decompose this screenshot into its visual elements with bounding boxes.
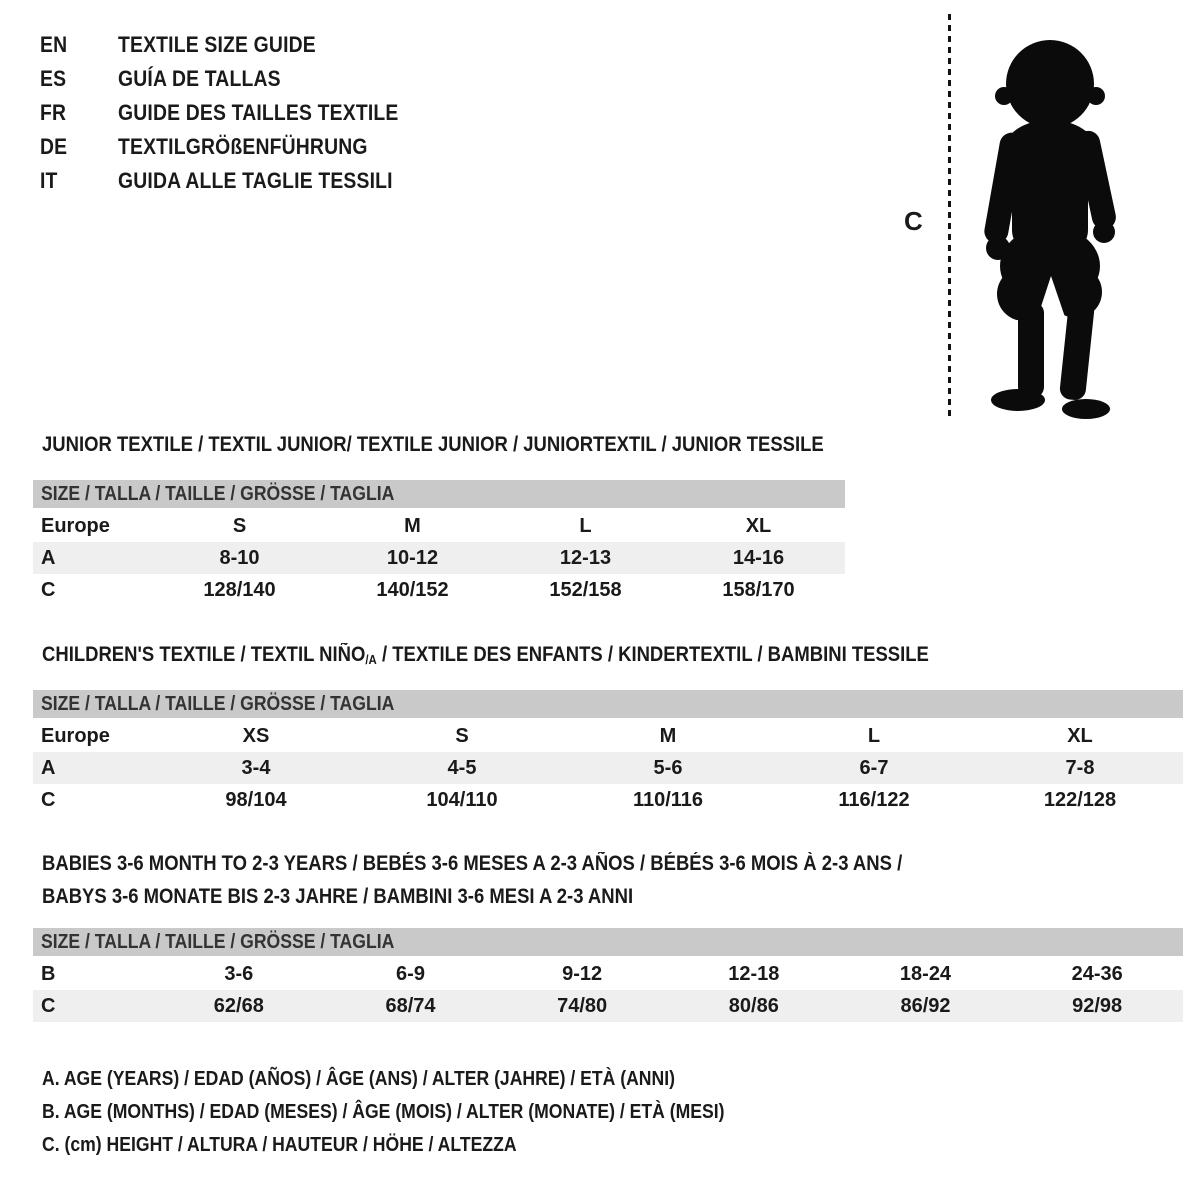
size-column-header: M — [404, 514, 421, 537]
row-label: B — [41, 962, 56, 985]
cell: 122/128 — [1043, 788, 1117, 811]
cell: 3-4 — [241, 756, 271, 779]
size-column-header: S — [455, 724, 469, 747]
heading-part: / TEXTILE DES ENFANTS / KINDERTEXTIL / BAMBINI TESSILE — [376, 643, 929, 666]
language-code-text: FR — [40, 100, 67, 125]
size-header-bar — [33, 928, 1183, 956]
cell: 62/68 — [213, 994, 264, 1017]
size-header-bar — [33, 690, 1183, 718]
cell: 110/116 — [632, 788, 704, 811]
language-row-fr — [40, 96, 437, 130]
size-column-header: L — [867, 724, 881, 747]
size-column-header: XL — [1067, 724, 1093, 747]
size-header-bar — [33, 480, 845, 508]
size-column-header: L — [579, 514, 592, 537]
cell: 12-13 — [559, 546, 612, 569]
measure-label-c: C — [904, 206, 923, 236]
row-label: C — [41, 578, 56, 601]
language-code-text: IT — [40, 168, 58, 193]
toddler-silhouette-icon — [962, 20, 1142, 420]
row-label: Europe — [41, 724, 110, 747]
cell: 140/152 — [376, 578, 449, 601]
legend — [42, 1063, 818, 1162]
row-label: C — [41, 788, 56, 811]
language-code — [40, 100, 118, 126]
cell: 14-16 — [732, 546, 785, 569]
height-measure-dashed-line — [948, 14, 951, 418]
language-row-es — [40, 62, 437, 96]
legend-line-c: C. (cm) HEIGHT / ALTURA / HAUTEUR / HÖHE / ALTEZZA — [42, 1134, 517, 1156]
cell: 74/80 — [557, 994, 608, 1017]
language-row-en — [40, 28, 437, 62]
size-header-bar-label: SIZE / TALLA / TAILLE / GRÖSSE / TAGLIA — [41, 930, 395, 953]
row-label: A — [41, 546, 56, 569]
language-list — [40, 28, 437, 198]
heading-part: CHILDREN'S TEXTILE / TEXTIL NIÑO — [42, 643, 366, 666]
language-code — [40, 66, 118, 92]
language-code-text: DE — [40, 134, 68, 159]
table-row-age-months — [33, 958, 1183, 990]
cell: 68/74 — [385, 994, 436, 1017]
section-heading-children — [42, 643, 1050, 667]
size-column-header: S — [232, 514, 247, 537]
size-table-junior — [33, 480, 845, 606]
cell: 152/158 — [549, 578, 622, 601]
legend-line-a: A. AGE (YEARS) / EDAD (AÑOS) / ÂGE (ANS) / ALTER (JAHRE) / ETÀ (ANNI) — [42, 1068, 675, 1090]
language-code-text: EN — [40, 32, 68, 57]
cell: 12-18 — [728, 962, 780, 985]
cell: 18-24 — [899, 962, 952, 985]
size-header-bar-label: SIZE / TALLA / TAILLE / GRÖSSE / TAGLIA — [41, 692, 395, 715]
cell: 80/86 — [728, 994, 779, 1017]
cell: 10-12 — [386, 546, 439, 569]
legend-line-b: B. AGE (MONTHS) / EDAD (MESES) / ÂGE (MOIS) / ALTER (MONATE) / ETÀ (MESI) — [42, 1101, 725, 1123]
cell: 98/104 — [225, 788, 287, 811]
language-code-text: ES — [40, 66, 67, 91]
language-code — [40, 134, 118, 160]
size-header-bar-label: SIZE / TALLA / TAILLE / GRÖSSE / TAGLIA — [41, 482, 395, 505]
cell: 5-6 — [653, 756, 683, 779]
section-heading-junior — [42, 433, 930, 457]
heading-subscript: /A — [365, 652, 377, 667]
table-row-height — [33, 990, 1183, 1022]
size-column-header: XS — [242, 724, 270, 747]
row-label: A — [41, 756, 56, 779]
cell: 4-5 — [447, 756, 477, 779]
language-title: GUÍA DE TALLAS — [118, 66, 281, 91]
cell: 9-12 — [562, 962, 603, 985]
language-title: TEXTILGRÖßENFÜHRUNG — [118, 134, 368, 159]
cell: 92/98 — [1072, 994, 1123, 1017]
cell: 158/170 — [722, 578, 795, 601]
table-header-row — [33, 510, 845, 542]
cell: 128/140 — [203, 578, 276, 601]
section-heading-junior-text: JUNIOR TEXTILE / TEXTIL JUNIOR/ TEXTILE JUNIOR / JUNIORTEXTIL / JUNIOR TESSILE — [42, 433, 824, 456]
cell: 6-9 — [396, 962, 425, 985]
section-heading-children-text — [42, 643, 929, 667]
section-heading-babies-line2: BABYS 3-6 MONATE BIS 2-3 JAHRE / BAMBINI 3-6 MESI A 2-3 ANNI — [42, 885, 634, 908]
size-table-babies — [33, 928, 1183, 1022]
size-table-children — [33, 690, 1183, 816]
size-column-header: XL — [745, 514, 772, 537]
language-row-it — [40, 164, 437, 198]
cell: 8-10 — [219, 546, 260, 569]
row-label: Europe — [41, 514, 110, 537]
cell: 7-8 — [1065, 756, 1095, 779]
language-row-de — [40, 130, 437, 164]
table-header-row — [33, 720, 1183, 752]
table-row-height — [33, 784, 1183, 816]
cell: 6-7 — [859, 756, 889, 779]
language-title: GUIDA ALLE TAGLIE TESSILI — [118, 168, 393, 193]
row-label: C — [41, 994, 56, 1017]
language-title: GUIDE DES TAILLES TEXTILE — [118, 100, 399, 125]
section-heading-babies — [42, 847, 1020, 913]
table-row-age — [33, 542, 845, 574]
section-heading-babies-line1: BABIES 3-6 MONTH TO 2-3 YEARS / BEBÉS 3-6 MESES A 2-3 AÑOS / BÉBÉS 3-6 MOIS À 2-3 ANS / — [42, 852, 903, 875]
table-row-age — [33, 752, 1183, 784]
cell: 24-36 — [1071, 962, 1123, 985]
cell: 86/92 — [900, 994, 951, 1017]
cell: 116/122 — [838, 788, 910, 811]
language-code — [40, 168, 118, 194]
language-code — [40, 32, 118, 58]
language-title: TEXTILE SIZE GUIDE — [118, 32, 316, 57]
cell: 104/110 — [426, 788, 498, 811]
table-row-height — [33, 574, 845, 606]
size-column-header: M — [659, 724, 677, 747]
cell: 3-6 — [224, 962, 254, 985]
